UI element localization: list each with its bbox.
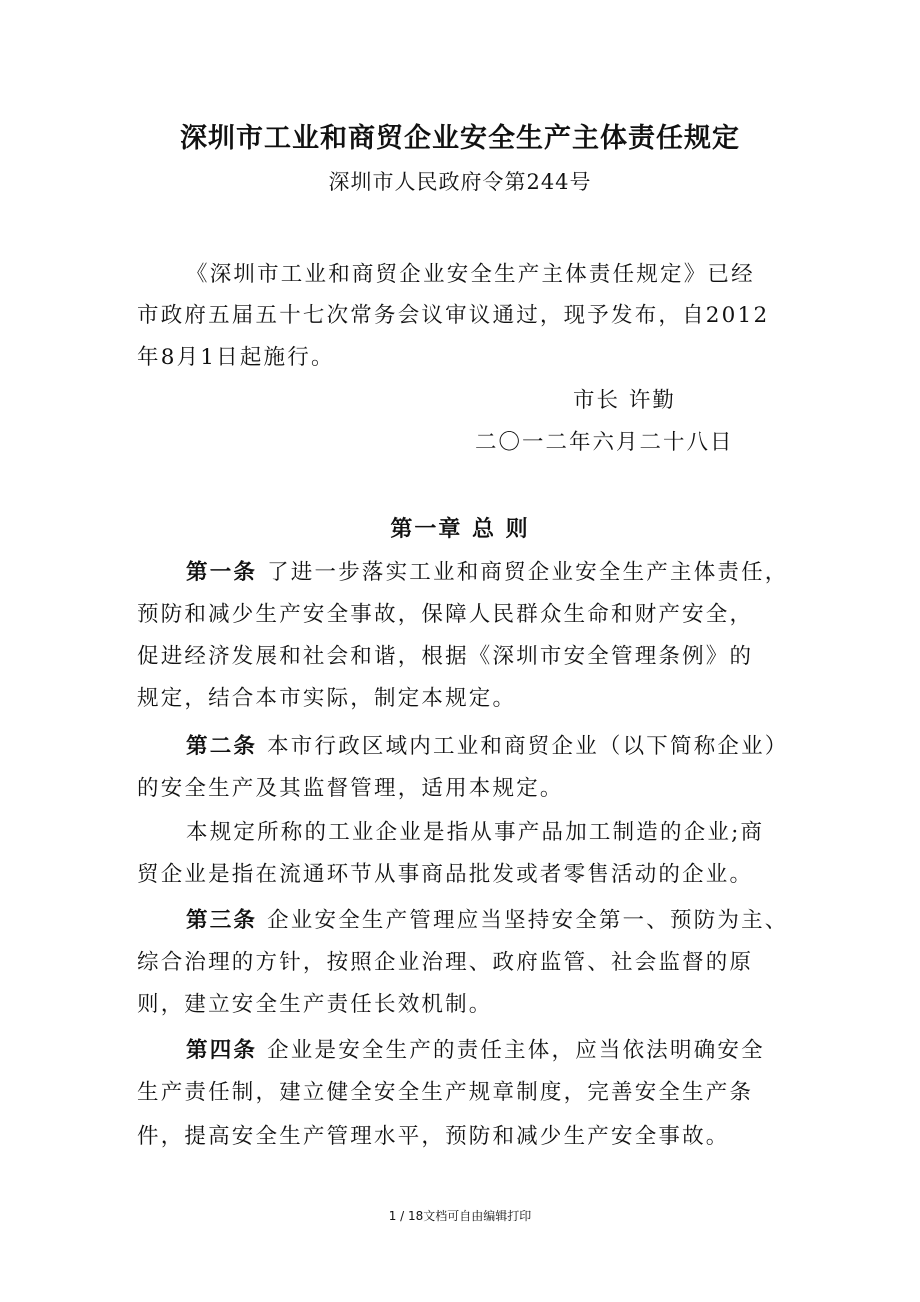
article-line: 生产责任制，建立健全安全生产规章制度，完善安全生产条 <box>137 1080 754 1105</box>
article-label: 第四条 <box>186 1038 258 1063</box>
article-text: 了进一步落实工业和商贸企业安全生产主体责任， <box>267 560 789 585</box>
article-line: 促进经济发展和社会和谐，根据《深圳市安全管理条例》的 <box>137 644 754 669</box>
article-1-first-line <box>186 555 797 586</box>
document-title: 深圳市工业和商贸企业安全生产主体责任规定 <box>180 123 740 154</box>
article-2-first-line <box>186 729 797 760</box>
article-line: 的安全生产及其监督管理，适用本规定。 <box>137 776 564 801</box>
article-3-first-line <box>186 903 797 934</box>
article-label: 第二条 <box>186 734 258 759</box>
preamble-line: 《深圳市工业和商贸企业安全生产主体责任规定》已经 <box>186 262 755 287</box>
article-line: 件，提高安全生产管理水平，预防和减少生产安全事故。 <box>137 1124 730 1149</box>
decree-number: 深圳市人民政府令第244号 <box>328 170 592 194</box>
article-text: 本市行政区域内工业和商贸企业（以下简称企业） <box>267 734 789 759</box>
article-line: 则，建立安全生产责任长效机制。 <box>137 992 493 1017</box>
preamble-line: 年8月1日起施行。 <box>137 345 335 370</box>
article-4-first-line <box>186 1033 797 1064</box>
chapter-title: 第一章 总 则 <box>390 516 530 542</box>
article-line: 本规定所称的工业企业是指从事产品加工制造的企业;商 <box>186 820 765 845</box>
article-label: 第三条 <box>186 908 258 933</box>
page-footer: 1 / 18文档可自由编辑打印 <box>388 1209 532 1223</box>
signature-date: 二〇一二年六月二十八日 <box>475 430 734 455</box>
article-line: 综合治理的方针，按照企业治理、政府监管、社会监督的原 <box>137 950 754 975</box>
article-text: 企业安全生产管理应当坚持安全第一、预防为主、 <box>267 908 789 933</box>
article-line: 贸企业是指在流通环节从事商品批发或者零售活动的企业。 <box>137 862 754 887</box>
article-line: 预防和减少生产安全事故，保障人民群众生命和财产安全， <box>137 602 754 627</box>
article-line: 规定，结合本市实际，制定本规定。 <box>137 686 517 711</box>
article-text: 企业是安全生产的责任主体，应当依法明确安全 <box>267 1038 765 1063</box>
mayor-signature: 市长 许勤 <box>573 388 676 413</box>
preamble-line: 市政府五届五十七次常务会议审议通过，现予发布，自2012 <box>137 303 770 328</box>
article-label: 第一条 <box>186 560 258 585</box>
